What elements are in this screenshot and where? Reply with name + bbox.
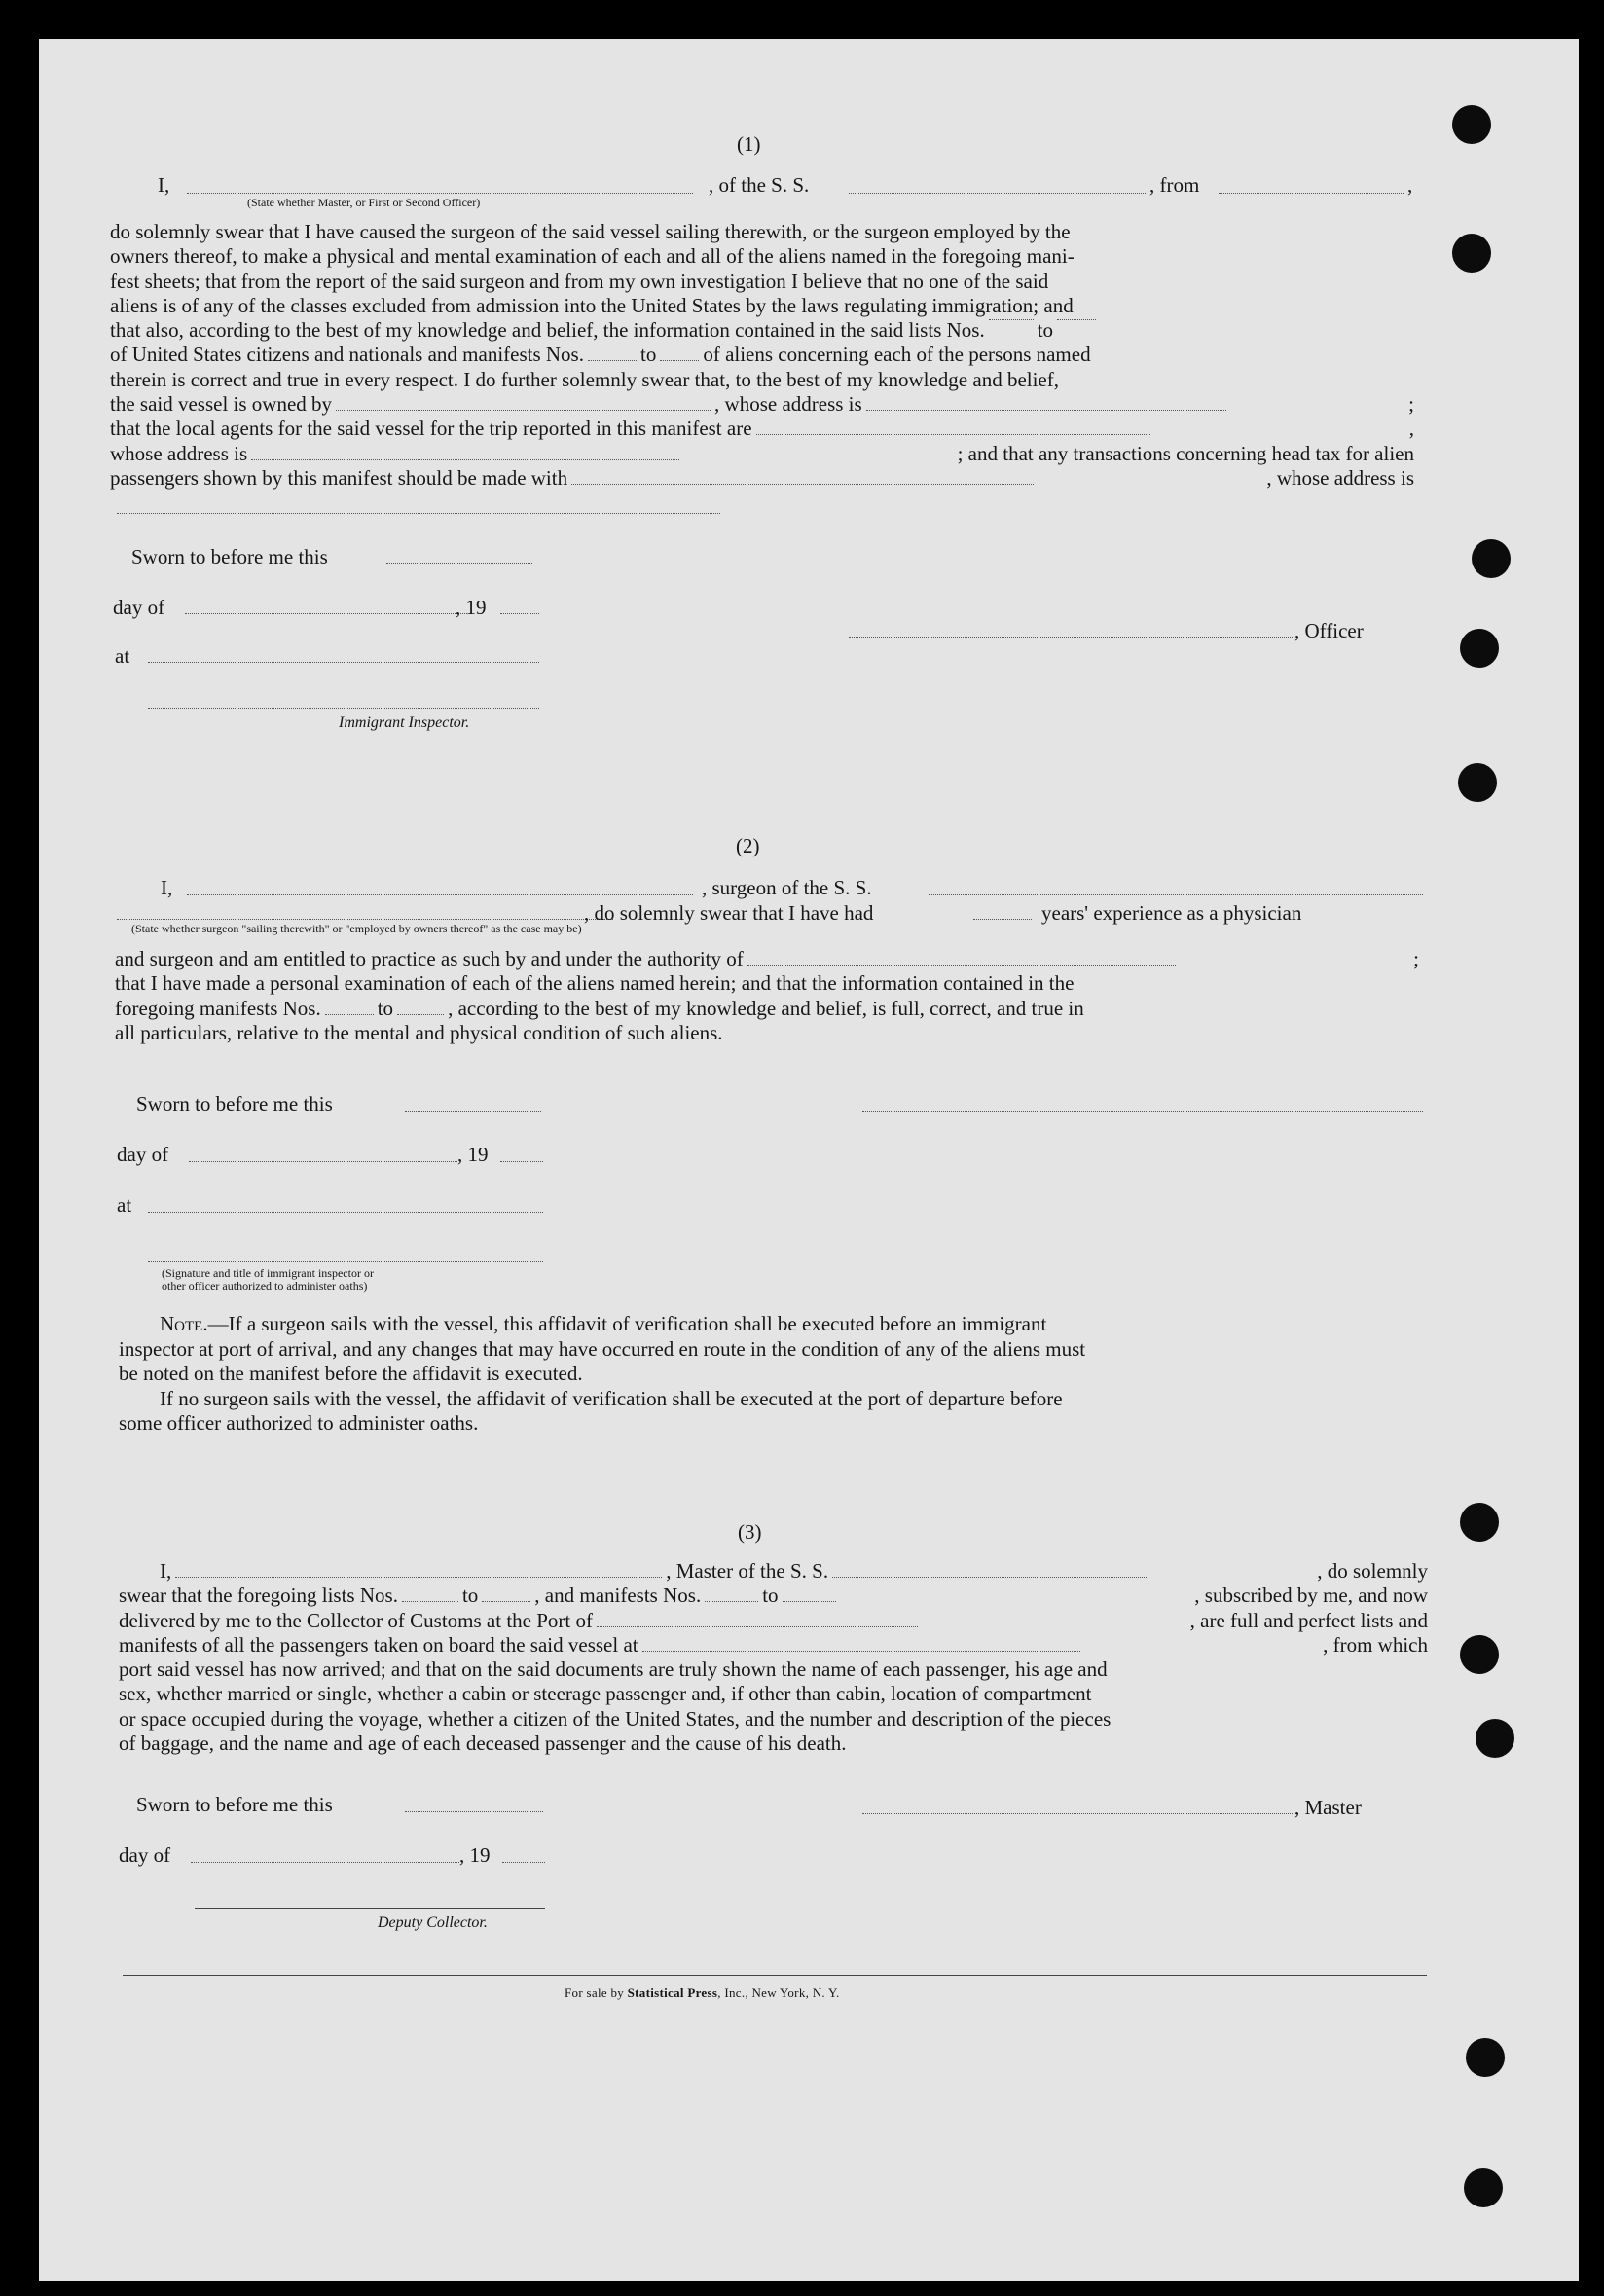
s3-row-1-tail: , do solemnly bbox=[1317, 1559, 1428, 1583]
s1-officer-name-field[interactable] bbox=[187, 193, 693, 194]
s3-dayof-label: day of bbox=[119, 1843, 171, 1867]
s2-row-1 bbox=[115, 947, 1419, 971]
s2-signature-note bbox=[162, 1267, 374, 1293]
s3-year-field[interactable] bbox=[502, 1862, 545, 1863]
s3-row-2-to-1: to bbox=[461, 1584, 479, 1608]
s2-i-label: I, bbox=[161, 876, 173, 899]
punch-hole-3 bbox=[1472, 539, 1511, 578]
s2-row-4 bbox=[115, 1021, 1419, 1045]
s1-month-field[interactable] bbox=[185, 613, 467, 614]
punch-hole-9 bbox=[1466, 2038, 1505, 2077]
footer-imprint bbox=[565, 1986, 840, 2001]
s3-month-field[interactable] bbox=[191, 1862, 459, 1863]
s3-row-3 bbox=[119, 1609, 1428, 1633]
s1-row-3-text: fest sheets; that from the report of the said surgeon and from my own investigation I believe that no one of the said bbox=[110, 269, 1049, 293]
s1-officer-signature-field[interactable] bbox=[849, 637, 1293, 638]
s1-local-agents-field[interactable] bbox=[756, 433, 1150, 435]
s1-row-8 bbox=[110, 392, 1414, 417]
s3-row-4 bbox=[119, 1633, 1428, 1658]
s3-year-label: , 19 bbox=[459, 1843, 491, 1867]
note-line-3: be noted on the manifest before the affidavit is executed. bbox=[119, 1362, 583, 1385]
s3-ship-name-field[interactable] bbox=[832, 1576, 1148, 1578]
s2-surgeon-status-field[interactable] bbox=[117, 919, 613, 920]
s2-signature-note-2: other officer authorized to administer oaths) bbox=[162, 1279, 368, 1293]
note-line-5: some officer authorized to administer oaths. bbox=[119, 1411, 479, 1435]
s1-row-6-text: of United States citizens and nationals and manifests Nos. bbox=[110, 343, 584, 367]
s3-embark-port-field[interactable] bbox=[642, 1650, 1080, 1652]
s2-place-field[interactable] bbox=[148, 1212, 543, 1213]
s1-place-field[interactable] bbox=[148, 662, 539, 663]
s2-row-3 bbox=[115, 997, 1419, 1021]
s1-row-9-text: that the local agents for the said vessel for the trip reported in this manifest are bbox=[110, 417, 752, 441]
s2-authority-field[interactable] bbox=[747, 964, 1176, 966]
s3-master-name-field[interactable] bbox=[175, 1576, 662, 1578]
s1-officer-label: , Officer bbox=[1294, 619, 1364, 642]
s1-row-10-tail: ; and that any transactions concerning head tax for alien bbox=[957, 441, 1414, 465]
punch-hole-8 bbox=[1476, 1719, 1514, 1758]
s3-row-2-text: swear that the foregoing lists Nos. bbox=[119, 1584, 398, 1608]
s3-row-5 bbox=[119, 1658, 1428, 1682]
s3-row-8-text: of baggage, and the name and age of each deceased passenger and the cause of his death. bbox=[119, 1731, 847, 1756]
punch-hole-2 bbox=[1452, 234, 1491, 273]
note-line-2: inspector at port of arrival, and any changes that may have occurred en route in the condition of any of the aliens must bbox=[119, 1336, 1086, 1361]
s3-deputy-caption: Deputy Collector. bbox=[378, 1914, 488, 1931]
punch-hole-5 bbox=[1458, 763, 1497, 802]
s2-ship-name-field[interactable] bbox=[929, 894, 1423, 895]
s1-row-5 bbox=[110, 318, 1414, 343]
s3-row-7-text: or space occupied during the voyage, whether a citizen of the United States, and the number and description of the pieces bbox=[119, 1706, 1112, 1731]
s3-deputy-signature-field[interactable] bbox=[195, 1908, 545, 1909]
s2-signature-note-1: (Signature and title of immigrant inspector or bbox=[162, 1266, 374, 1280]
s2-swear-label: , do solemnly swear that I have had bbox=[584, 901, 874, 925]
s1-row-6-tail: of aliens concerning each of the persons named bbox=[703, 343, 1091, 367]
s3-sworn-label: Sworn to before me this bbox=[136, 1793, 333, 1816]
s1-row-6-to: to bbox=[639, 343, 657, 367]
s1-row-11-text: passengers shown by this manifest should be made with bbox=[110, 465, 568, 490]
s1-row-8-text: the said vessel is owned by bbox=[110, 392, 333, 417]
s3-port-field[interactable] bbox=[597, 1625, 918, 1627]
s1-address-continuation-field[interactable] bbox=[117, 513, 720, 514]
s1-i-label: I, bbox=[158, 173, 170, 197]
s1-ship-name-field[interactable] bbox=[849, 193, 1146, 194]
s1-of-ss-label: , of the S. S. bbox=[709, 173, 810, 197]
s1-manifests-to-field[interactable] bbox=[660, 359, 699, 361]
s3-row-4-tail: , from which bbox=[1323, 1632, 1428, 1657]
s1-row-11-tail: , whose address is bbox=[1266, 465, 1414, 490]
s3-row-1 bbox=[119, 1559, 1428, 1584]
s2-at-label: at bbox=[117, 1193, 132, 1217]
s3-row-1-master: , Master of the S. S. bbox=[666, 1559, 829, 1583]
s1-row-9 bbox=[110, 417, 1414, 441]
punch-hole-6 bbox=[1460, 1503, 1499, 1542]
s3-manifests-from-field[interactable] bbox=[705, 1600, 758, 1602]
s2-surgeon-label: , surgeon of the S. S. bbox=[702, 876, 872, 899]
s2-oath-text bbox=[115, 947, 1419, 1045]
s1-from-label: , from bbox=[1149, 173, 1200, 197]
s1-owner-address-field[interactable] bbox=[866, 409, 1226, 411]
s1-row-7 bbox=[110, 368, 1414, 392]
s3-row-3-tail: , are full and perfect lists and bbox=[1189, 1608, 1428, 1632]
punch-hole-4 bbox=[1460, 629, 1499, 668]
s3-oath-text bbox=[119, 1559, 1428, 1756]
footer-rule bbox=[123, 1975, 1427, 1976]
s1-row-3 bbox=[110, 270, 1414, 294]
s3-row-3-text: delivered by me to the Collector of Customs at the Port of bbox=[119, 1608, 593, 1632]
s1-row-5-to: to bbox=[1037, 318, 1054, 343]
s3-row-2-manifests: , and manifests Nos. bbox=[534, 1584, 702, 1608]
s3-row-8 bbox=[119, 1731, 1428, 1756]
s3-lists-to-field[interactable] bbox=[482, 1600, 530, 1602]
s2-manifests-to-field[interactable] bbox=[397, 1013, 444, 1015]
s1-row-4-text: aliens is of any of the classes excluded from admission into the United States by the laws regulating immigration; and bbox=[110, 293, 1074, 317]
s2-surgeon-name-field[interactable] bbox=[187, 894, 693, 895]
s1-dayof-label: day of bbox=[113, 596, 165, 619]
footer-post: , Inc., New York, N. Y. bbox=[717, 1986, 840, 2000]
s2-sworn-day-field[interactable] bbox=[405, 1111, 541, 1112]
s1-at-label: at bbox=[115, 644, 130, 668]
s1-oath-text bbox=[110, 220, 1414, 491]
s2-row-4-text: all particulars, relative to the mental and physical condition of such aliens. bbox=[115, 1020, 723, 1044]
s1-lists-to-field[interactable] bbox=[1057, 318, 1096, 320]
s1-row-8-semicolon: ; bbox=[1408, 392, 1414, 417]
s1-row-1-text: do solemnly swear that I have caused the surgeon of the said vessel sailing therewith, or the surgeon employed by the bbox=[110, 220, 1071, 243]
s2-row-2-text: that I have made a personal examination of each of the aliens named herein; and that the information contained in the bbox=[115, 971, 1075, 996]
s2-row-2 bbox=[115, 971, 1419, 996]
s2-manifests-from-field[interactable] bbox=[325, 1013, 374, 1015]
s2-row-3-text: foregoing manifests Nos. bbox=[115, 996, 321, 1020]
s1-inspector-caption: Immigrant Inspector. bbox=[339, 714, 470, 731]
s3-row-6-text: sex, whether married or single, whether a cabin or steerage passenger and, if other than cabin, location of compartment bbox=[119, 1682, 1092, 1706]
note-text-1: —If a surgeon sails with the vessel, this affidavit of verification shall be executed before an immigrant bbox=[207, 1312, 1047, 1335]
s1-row-10-text: whose address is bbox=[110, 441, 248, 465]
s3-row-5-text: port said vessel has now arrived; and that on the said documents are truly shown the name of each passenger, his age and bbox=[119, 1658, 1108, 1682]
s1-from-port-field[interactable] bbox=[1219, 193, 1404, 194]
s1-inspector-signature-field[interactable] bbox=[148, 708, 539, 709]
s1-agents-address-field[interactable] bbox=[251, 458, 679, 460]
note-label: Note. bbox=[160, 1312, 208, 1335]
s1-row-1 bbox=[110, 220, 1414, 244]
s2-month-field[interactable] bbox=[189, 1161, 457, 1162]
s3-sworn-day-field[interactable] bbox=[405, 1811, 543, 1812]
note-line-1 bbox=[119, 1312, 1428, 1337]
form-page bbox=[39, 39, 1579, 2281]
s3-row-2-to-2: to bbox=[762, 1584, 779, 1608]
s3-row-7 bbox=[119, 1707, 1428, 1731]
section-2-number: (2) bbox=[736, 834, 760, 857]
s1-sworn-label: Sworn to before me this bbox=[131, 545, 328, 568]
s2-years-field[interactable] bbox=[973, 919, 1032, 920]
s2-surgeon-note: (State whether surgeon "sailing therewith" or "employed by owners thereof" as the case may be) bbox=[131, 922, 582, 935]
s3-row-2-tail: , subscribed by me, and now bbox=[1194, 1584, 1428, 1608]
s1-lists-from-field[interactable] bbox=[989, 318, 1034, 320]
s1-row-11 bbox=[110, 466, 1414, 491]
punch-hole-1 bbox=[1452, 105, 1491, 144]
s2-year-label: , 19 bbox=[457, 1143, 489, 1166]
punch-hole-7 bbox=[1460, 1635, 1499, 1674]
s1-head-tax-field[interactable] bbox=[571, 483, 1034, 485]
s1-row-9-comma: , bbox=[1408, 417, 1414, 441]
s1-row-6 bbox=[110, 343, 1414, 367]
s1-row-8-address: , whose address is bbox=[714, 392, 862, 417]
punch-hole-10 bbox=[1464, 2168, 1503, 2207]
s2-years-label: years' experience as a physician bbox=[1041, 901, 1302, 925]
s1-owner-field[interactable] bbox=[336, 409, 711, 411]
s1-year-label: , 19 bbox=[456, 596, 487, 619]
s3-row-1-i: I, bbox=[160, 1559, 172, 1583]
note-block bbox=[119, 1312, 1428, 1437]
s2-row-1-semicolon: ; bbox=[1413, 947, 1419, 970]
s1-trailing-comma: , bbox=[1407, 173, 1413, 197]
s1-sworn-day-field[interactable] bbox=[386, 563, 532, 564]
s2-row-3-tail: , according to the best of my knowledge and belief, is full, correct, and true in bbox=[448, 996, 1084, 1020]
s1-year-field[interactable] bbox=[500, 613, 539, 614]
s2-sworn-label: Sworn to before me this bbox=[136, 1092, 333, 1115]
section-1-number: (1) bbox=[737, 132, 761, 156]
section-3-number: (3) bbox=[738, 1520, 762, 1544]
s3-master-label: , Master bbox=[1294, 1796, 1362, 1819]
s1-row-10 bbox=[110, 442, 1414, 466]
s3-master-signature-field[interactable] bbox=[862, 1813, 1298, 1814]
s2-year-field[interactable] bbox=[500, 1161, 543, 1162]
s1-officer-note: (State whether Master, or First or Second Officer) bbox=[247, 196, 481, 209]
s2-row-1-text: and surgeon and am entitled to practice as such by and under the authority of bbox=[115, 947, 744, 970]
footer-press: Statistical Press bbox=[627, 1986, 718, 2000]
s2-dayof-label: day of bbox=[117, 1143, 169, 1166]
s1-row-2 bbox=[110, 244, 1414, 269]
s1-row-4 bbox=[110, 294, 1414, 318]
s2-inspector-signature-field[interactable] bbox=[148, 1261, 543, 1262]
s2-row-3-to: to bbox=[377, 996, 394, 1020]
s1-row-2-text: owners thereof, to make a physical and mental examination of each and all of the aliens named in the foregoing mani- bbox=[110, 244, 1075, 269]
s3-row-6 bbox=[119, 1682, 1428, 1706]
s2-surgeon-signature-field[interactable] bbox=[862, 1111, 1423, 1112]
s3-lists-from-field[interactable] bbox=[402, 1600, 458, 1602]
note-line-4: If no surgeon sails with the vessel, the affidavit of verification shall be executed at the port of departure before bbox=[160, 1386, 1063, 1410]
footer-pre: For sale by bbox=[565, 1986, 628, 2000]
s1-manifests-from-field[interactable] bbox=[588, 359, 637, 361]
s1-row-5-text: that also, according to the best of my knowledge and belief, the information contained in the said lists Nos. bbox=[110, 318, 985, 343]
s3-row-4-text: manifests of all the passengers taken on board the said vessel at bbox=[119, 1632, 638, 1657]
s3-row-2 bbox=[119, 1584, 1428, 1608]
s3-manifests-to-field[interactable] bbox=[783, 1600, 836, 1602]
s1-row-7-text: therein is correct and true in every respect. I do further solemnly swear that, to the best of my knowledge and belief, bbox=[110, 367, 1059, 391]
